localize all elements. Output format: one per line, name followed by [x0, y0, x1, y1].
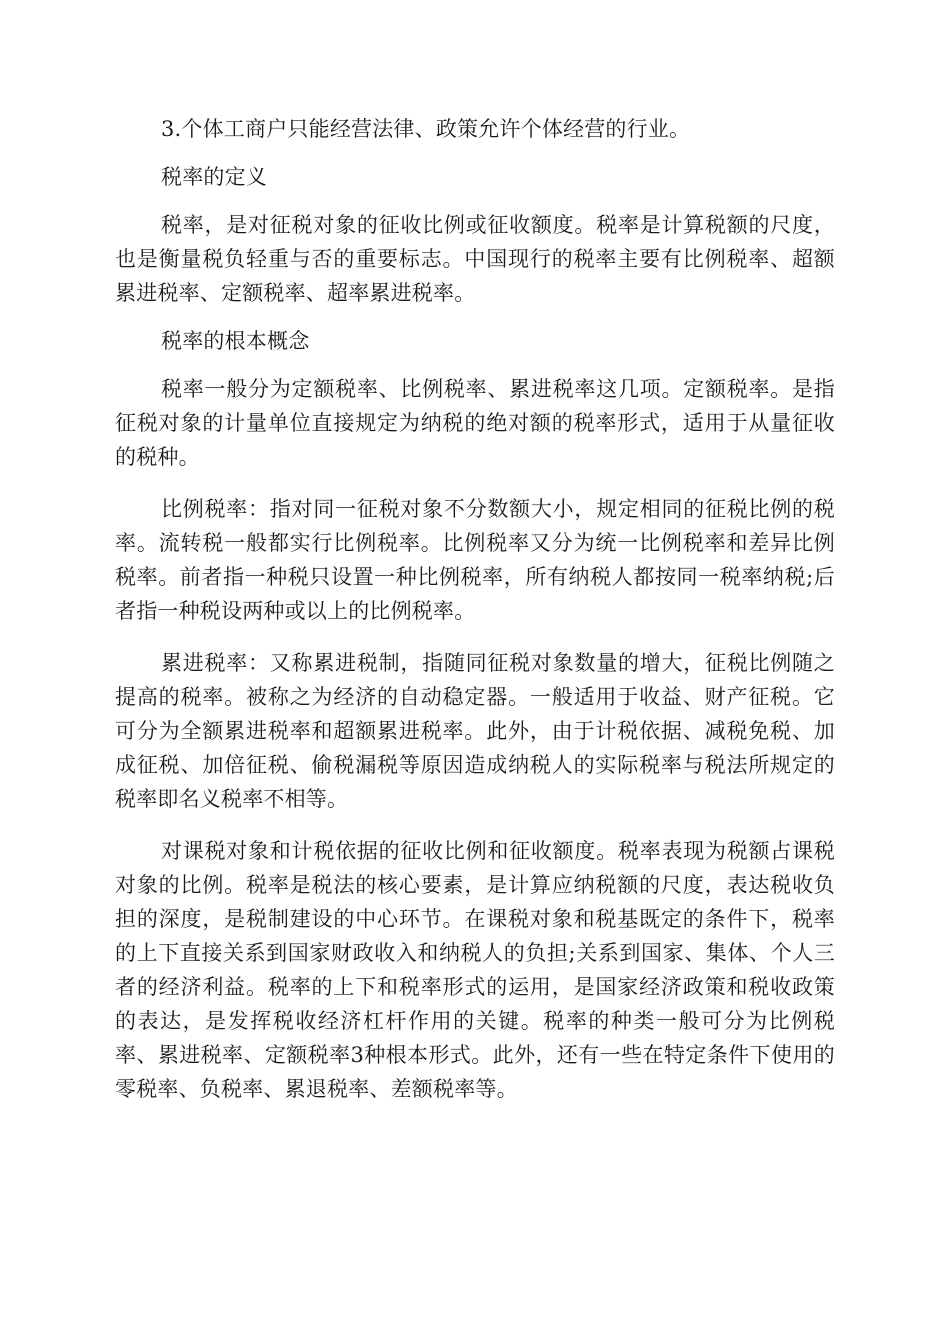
document-page — [115, 112, 835, 1106]
paragraph-tax-rate-definition: 税率，是对征税对象的征收比例或征收额度。税率是计算税额的尺度，也是衡量税负轻重与否的重要标志。中国现行的税率主要有比例税率、超额累进税率、定额税率、超率累进税率。 — [115, 213, 835, 305]
heading-tax-rate-basic-concept: 税率的根本概念 — [161, 329, 310, 353]
heading-tax-rate-definition: 税率的定义 — [161, 165, 267, 189]
paragraph-tax-rate-summary: 对课税对象和计税依据的征收比例和征收额度。税率表现为税额占课税对象的比例。税率是税法的核心要素，是计算应纳税额的尺度，表达税收负担的深度，是税制建设的中心环节。在课税对象和税基既定的条件下，税率的上下直接关系到国家财政收入和纳税人的负担;关系到国家、集体、个人三者的经济利益。税率的上下和税率形式的运用，是国家经济政策和税收政策的表达，是发挥税收经济杠杆作用的关键。税率的种类一般可分为比例税率、累进税率、定额税率3种根本形式。此外，还有一些在特定条件下使用的零税率、负税率、累退税率、差额税率等。 — [115, 839, 835, 1101]
paragraph-proportional-rate: 比例税率：指对同一征税对象不分数额大小，规定相同的征税比例的税率。流转税一般都实行比例税率。比例税率又分为统一比例税率和差异比例税率。前者指一种税只设置一种比例税率，所有纳税人都按同一税率纳税;后者指一种税设两种或以上的比例税率。 — [115, 497, 835, 623]
paragraph-business-scope: 3.个体工商户只能经营法律、政策允许个体经营的行业。 — [161, 117, 691, 141]
paragraph-fixed-rate: 税率一般分为定额税率、比例税率、累进税率这几项。定额税率。是指征税对象的计量单位直接规定为纳税的绝对额的税率形式，适用于从量征收的税种。 — [115, 377, 835, 469]
paragraph-progressive-rate: 累进税率：又称累进税制，指随同征税对象数量的增大，征税比例随之提高的税率。被称之为经济的自动稳定器。一般适用于收益、财产征税。它可分为全额累进税率和超额累进税率。此外，由于计税依据、减税免税、加成征税、加倍征税、偷税漏税等原因造成纳税人的实际税率与税法所规定的税率即名义税率不相等。 — [115, 651, 835, 811]
